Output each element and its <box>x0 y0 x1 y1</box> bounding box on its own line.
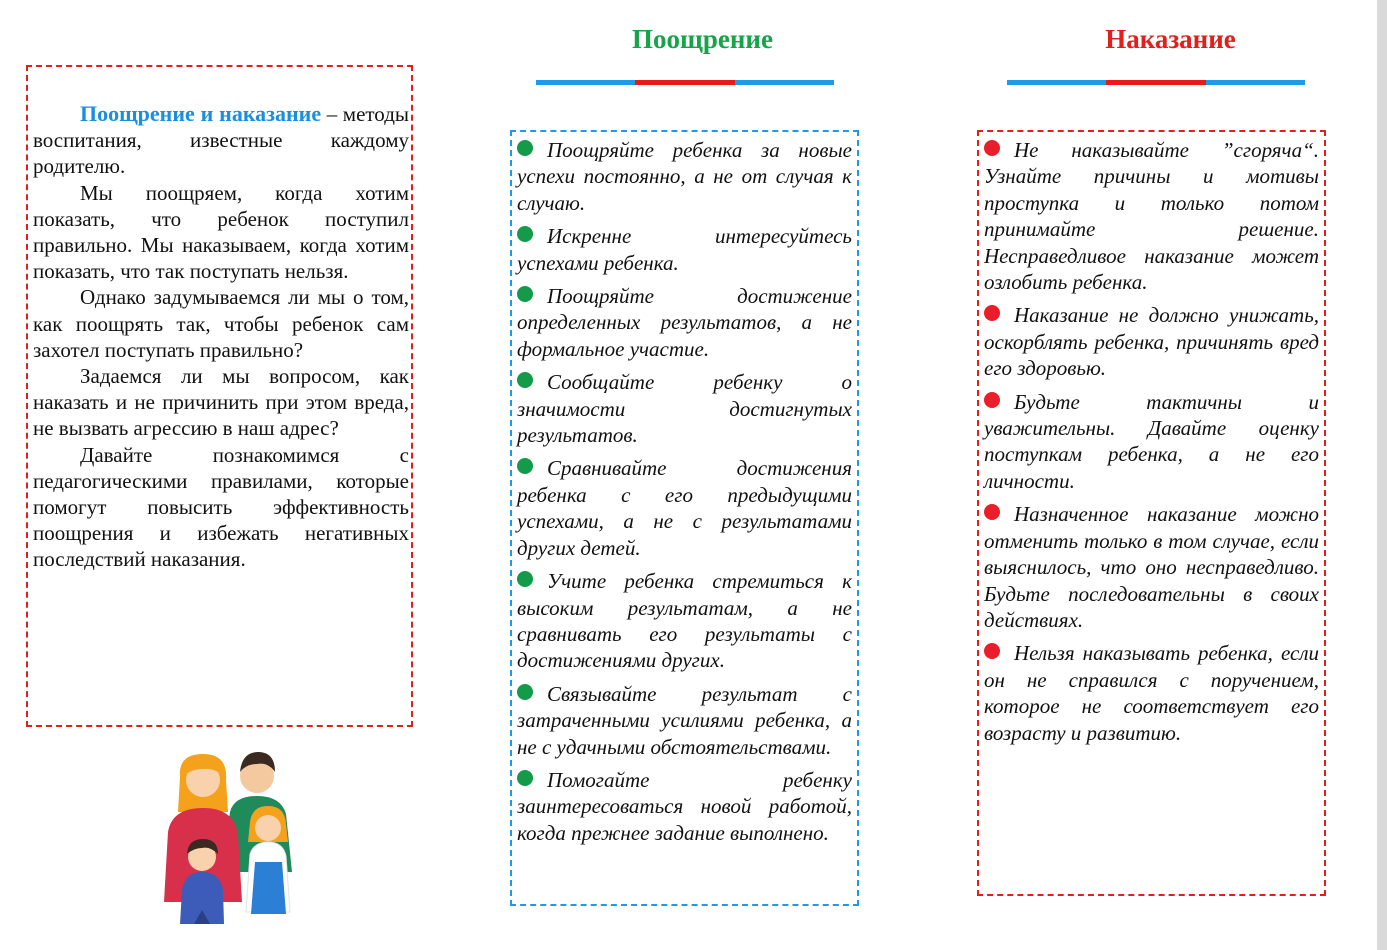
family-illustration <box>158 742 308 928</box>
punishment-item: Назначенное наказание можно отменить только в том случае, если выяснилось, что оно несправедливо. Будьте последовательны в своих действиях. <box>984 502 1319 632</box>
encouragement-item: Связывайте результат с затраченными усилиями ребенка, а не с удачными обстоятельствами. <box>517 681 852 759</box>
encouragement-item: Сравнивайте достижения ребенка с его предыдущими успехами, а не с результатами других детей. <box>517 456 852 560</box>
punishment-item: Наказание не должно унижать, оскорблять ребенка, причинять вред его здоровью. <box>984 303 1319 381</box>
red-dot-icon <box>984 392 1000 408</box>
page-edge <box>1377 0 1387 950</box>
punishment-item: Не наказывайте ”сгоряча“. Узнайте причины и мотивы проступка и только потом принимайте решение. Несправедливое наказание может озлобить ребенка. <box>984 138 1319 295</box>
encouragement-item: Искренне интересуйтесь успехами ребенка. <box>517 224 852 275</box>
intro-paragraph: Однако задумываемся ли мы о том, как поощрять так, чтобы ребенок сам захотел поступать правильно? <box>33 285 409 362</box>
intro-paragraph: Давайте познакомимся с педагогическими правилами, которые помогут повысить эффективность поощрения и избежать негативных последствий наказания. <box>33 442 409 572</box>
encouragement-list <box>517 137 852 853</box>
encouragement-item: Сообщайте ребенку о значимости достигнутых результатов. <box>517 370 852 448</box>
green-dot-icon <box>517 286 533 302</box>
green-dot-icon <box>517 684 533 700</box>
encouragement-title: Поощрение <box>632 24 773 54</box>
intro-text <box>33 101 409 573</box>
red-dot-icon <box>984 140 1000 156</box>
green-dot-icon <box>517 770 533 786</box>
green-dot-icon <box>517 372 533 388</box>
encouragement-item: Помогайте ребенку заинтересоваться новой работой, когда прежнее задание выполнено. <box>517 767 852 845</box>
encouragement-item: Учите ребенка стремиться к высоким результатам, а не сравнивать его результаты с достижениями других. <box>517 569 852 673</box>
punishment-list <box>984 137 1319 753</box>
punishment-title: Наказание <box>1105 24 1236 54</box>
green-dot-icon <box>517 458 533 474</box>
punishment-title-underline <box>1007 80 1305 85</box>
red-dot-icon <box>984 305 1000 321</box>
red-dot-icon <box>984 504 1000 520</box>
green-dot-icon <box>517 140 533 156</box>
intro-paragraph: Мы поощряем, когда хотим показать, что ребенок поступил правильно. Мы наказываем, когда хотим показать, что так поступать нельзя. <box>33 180 409 284</box>
intro-first-paragraph <box>33 101 409 180</box>
encouragement-title-underline <box>536 80 834 85</box>
red-dot-icon <box>984 643 1000 659</box>
intro-paragraph: Задаемся ли мы вопросом, как наказать и не причинить при этом вреда, не вызвать агрессию в наш адрес? <box>33 364 409 441</box>
punishment-item: Нельзя наказывать ребенка, если он не справился с поручением, которое не соответствует его возрасту и развитию. <box>984 641 1319 745</box>
intro-title: Поощрение и наказание <box>80 101 322 126</box>
green-dot-icon <box>517 571 533 587</box>
green-dot-icon <box>517 226 533 242</box>
punishment-item: Будьте тактичны и уважительны. Давайте оценку поступкам ребенка, а не его личности. <box>984 389 1319 493</box>
intro-title-tail: – методы воспитания, известные каждому родителю. <box>33 102 409 179</box>
encouragement-item: Поощряйте ребенка за новые успехи постоянно, а не от случая к случаю. <box>517 138 852 215</box>
encouragement-item: Поощряйте достижение определенных результатов, а не формальное участие. <box>517 284 852 361</box>
